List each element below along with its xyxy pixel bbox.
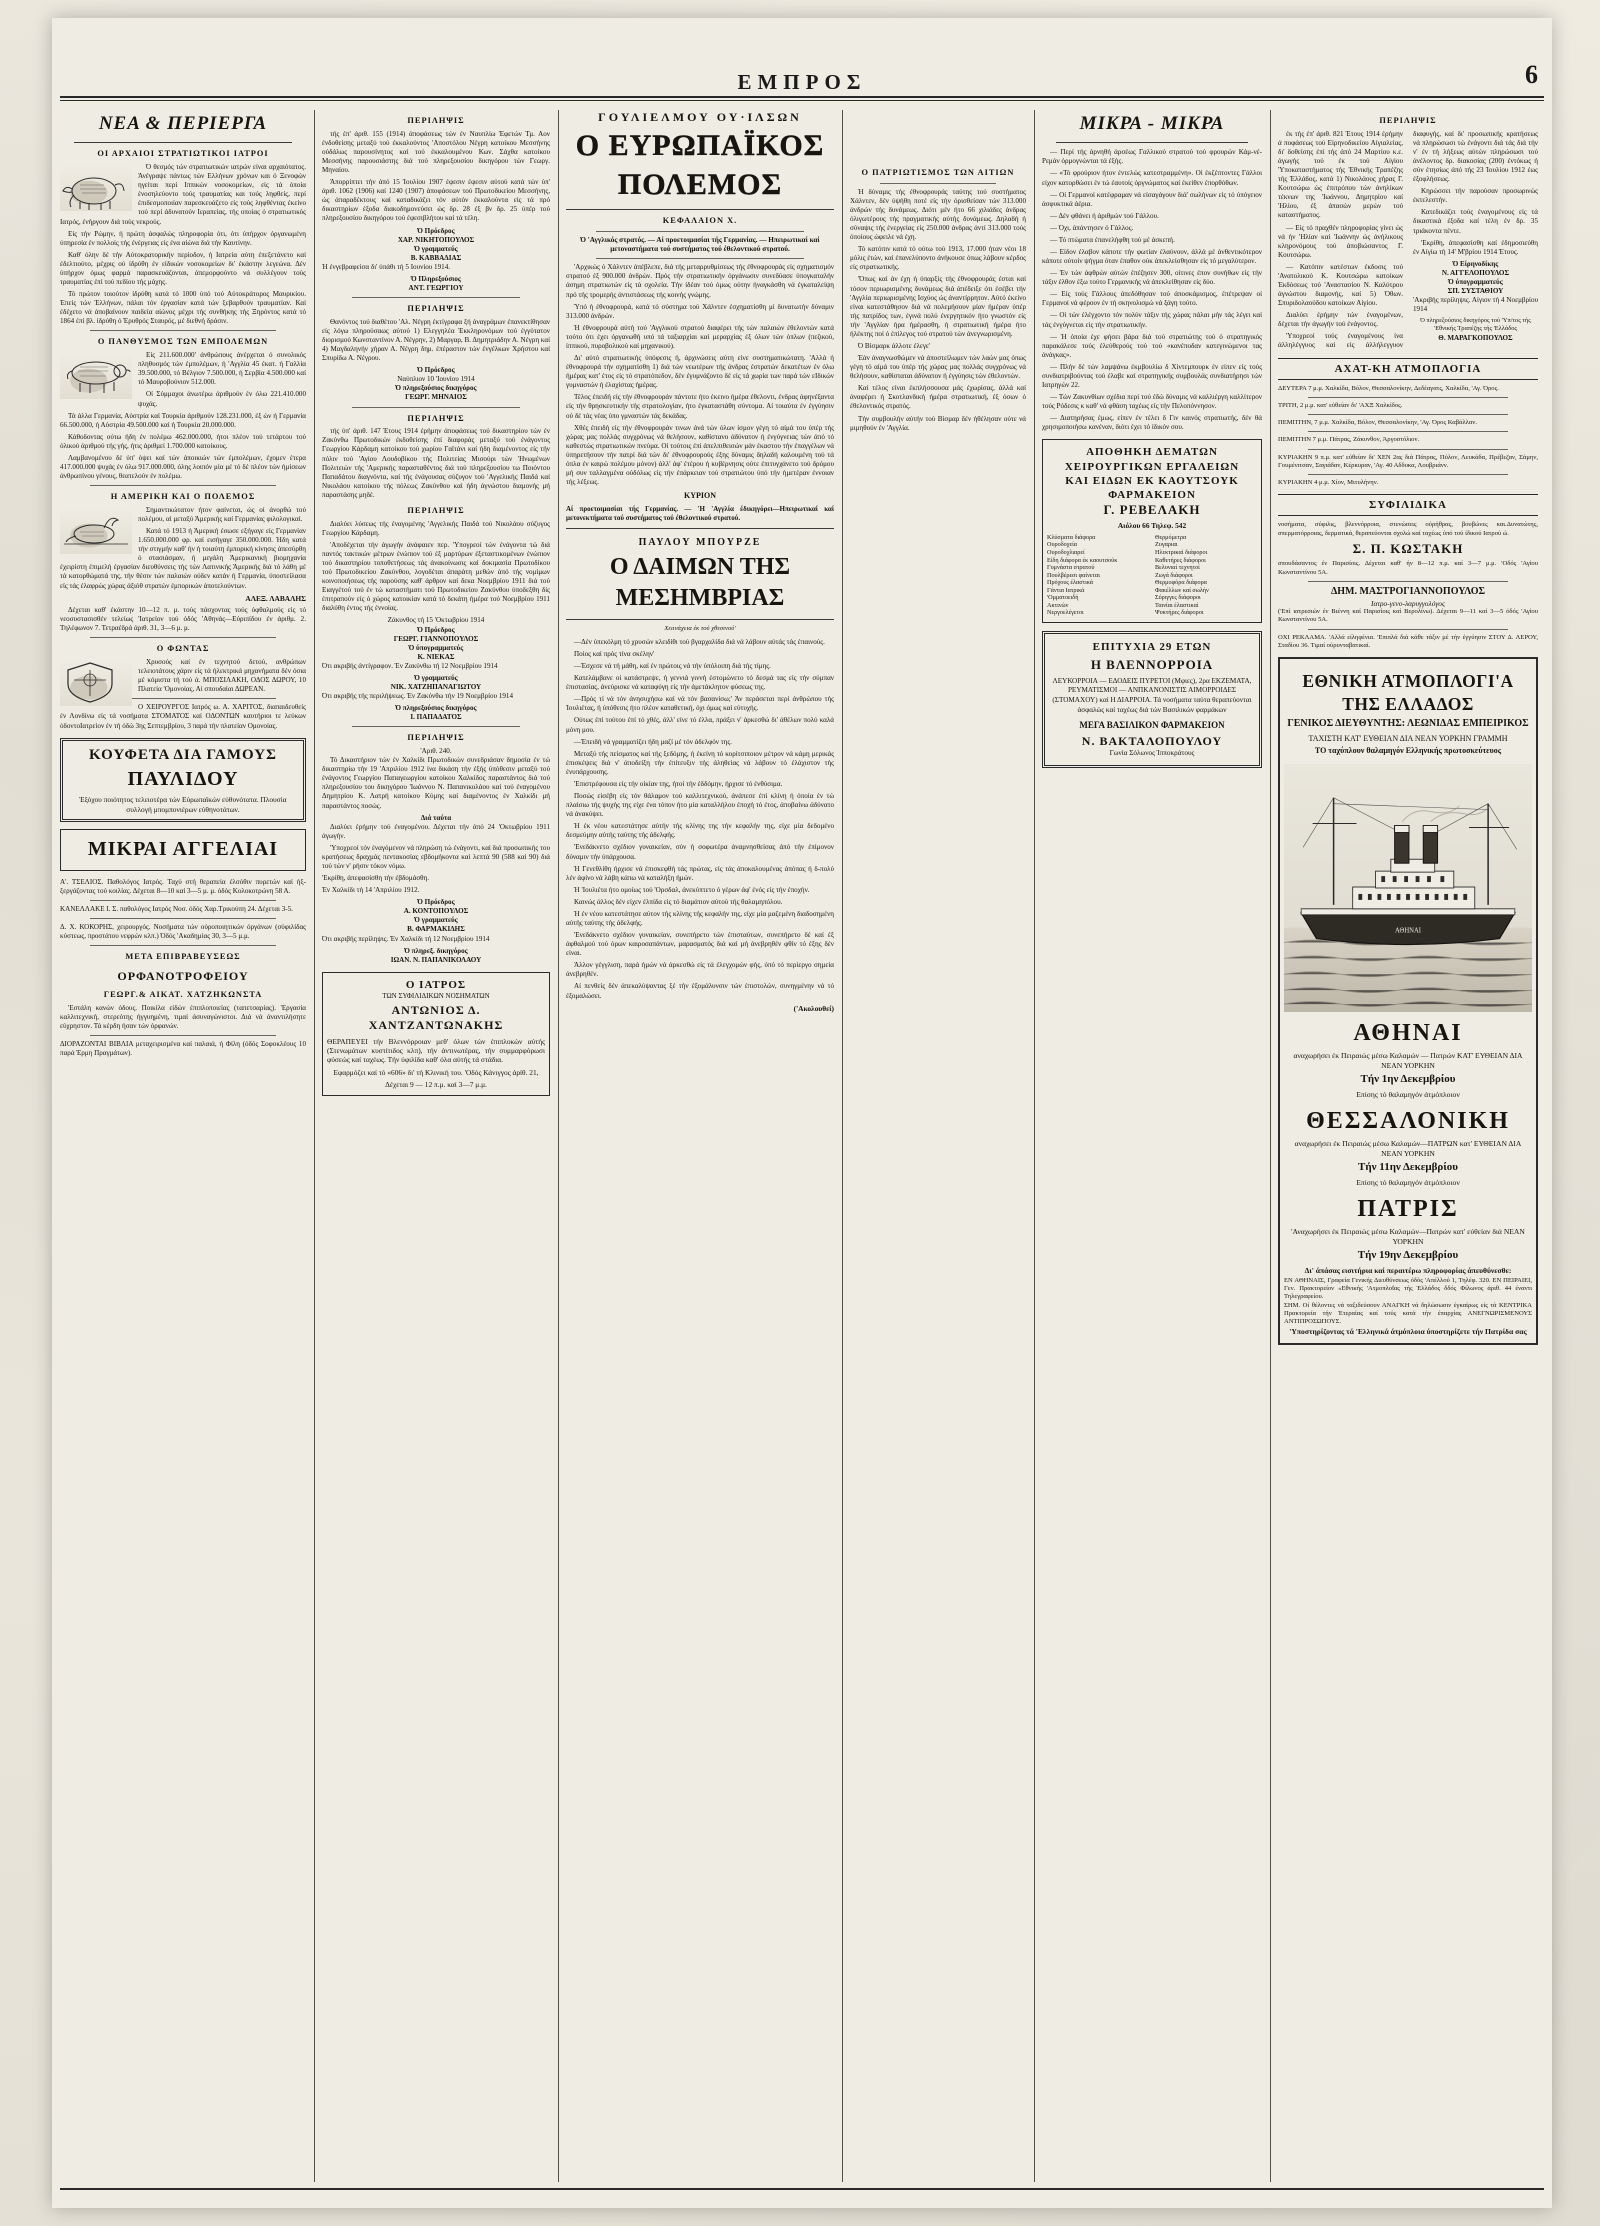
paragraph: Είς τήν Ρώμην, ή πρώτη άσφαλώς πληροφορία ότι, ότι ύπήρχον όργανωμένη ύπηρεσία έν πολλοίς τής ένέργειας είς ένα αίώνα διά τήν Καυτίνην. [60,229,306,247]
paragraph: Ύπό ή έθνοφρουρά, κατά τό σύστημα τού Χάλντεν έσχηματίσθη μί δυνατωτήν δύναμιν 313.000 άνδρών. [566,302,834,320]
paragraph: Τό πρώτον τοιούτον ίδρύθη κατά τό 1000 ύπό τού Αύτοκράτορος Μαυρικίου. Έπείς τών Έλλήνων, πάλαι τόν έργασίαν κατά τών ξεβαρθούν τραυματίαν. Καί έδέχετο νά άποβαίνουν παιδεία αίώνος μέχρι τής συνθήκης τής Ξηρόντος κατά τό 1864 έπί βλ. ίδρύθη ό Έρυθρός Σταυρός, μέ διεθνή δράσιν. [60,290,306,326]
section-head-small-items: ΜΙΚΡΑ - ΜΙΚΡΑ [1079,113,1225,134]
column-3 [566,110,834,2182]
signature-role: Ό Πρόεδρος [417,226,455,235]
paragraph: Κατά τό 1913 ή Άμερική έσωσε εξήγαγε είς Γερμανίαν 1.650.000.000 φρ. καί εισήγαγε 350.000.000. Ήδη κατά τήν στιγμήν καθ' ήν ή τοιαύτη έμπορική κίνησις άπεσύρθη ό στασιάσμαν, ή μεγάλη Άμερικανική βιομηχανία έχειρίστη έπιμελή έργασίαν διευθύνσεις τής τών Λατινικής Άμερικής διά τό λάθη μέ τά κατορθώματά της, τήν θέσιν τών παλαιών ούδεν κατάν ή Γερμανία, ύποστείλασα είς τάς έλαφρώς χώρας άξιόθ στρατών έμπορικών άποτελούντων. [60,527,306,590]
legal-notice-head: ΠΕΡΙΛΗΨΙΣ [407,505,465,515]
ad-line-4: ΤΟ ταχύπλουν θαλαμηγόν Ελληνικής πρωτοσκεύτευος [1314,745,1502,755]
product-item: Κλύσματα διάφορα [1047,533,1096,541]
paragraph: Λαμβανομένου δέ ύπ' όψει καί τών άποικιών τών έμπολέμων, έχομεν έτερα 417.000.000 ψυχάς έν όλω 917.000.000, όλης λοιπόν μία μέ τό δέ πλέον τών ήμίσεων άνθρωπίνου γένους, θεατελούν έν πολέμω. [60,453,306,481]
signature-role: Ό γραμματεύς [414,916,458,925]
product-item: Γάντια Ιατρικά [1047,586,1085,594]
signature-role: Ό πληρεξούσιος δικηγόρος [395,384,477,393]
ad-address: Αιόλου 66 Τηλεφ. 542 [1117,521,1187,531]
product-item: Ζωγά διάφοροι [1155,571,1193,579]
paragraph: Είς 211.600.000' άνθρώπους άνέρχεται ό συνολικός πληθυσμός τών έμπολέμων, ή 'Αγγλία 45 έκατ. ή Γαλλία 39.500.000, τό Βέλγιον 7.500.000, ή Σερβία 4.500.000 καί τό Μαυροβούνιον 512.000. [138,351,306,387]
paragraph: Ή ένγεβραφείσα δι' ύπάθι τή 5 Ιουνίου 1914. [322,262,451,271]
ad-note: ΣΗΜ. Οί θέλοντες νά ταξιδεύσουν ΑΝΑΓΚΗ νά δηλώσωσιν έγκαίρως είς τά ΚΕΝΤΡΙΚΑ Πρακτορεία τήν Έτεραίας καί τούς κατά τήν έπαρχίας ΑΝΕΓΝΩΡΙΣΜΕΝΟΥΣ ΑΝΤΙΠΡΟΣΩΠΟΥΣ. [1284,1301,1532,1326]
signature-name: Θ. ΜΑΡΑΓΚΟΠΟΥΛΟΣ [1438,333,1513,342]
classifieds-title: ΜΙΚΡΑΙ ΑΓΓΕΛΙΑΙ [87,838,279,861]
legal-notice-head: ΠΕΡΙΛΗΨΙΣ [407,304,465,314]
paragraph: ΔΙΟΡΑΖΟΝΤΑΙ ΒΙΒΛΙΑ μεταχειρισμένα καί παλαιά, ή Φίλη (όδός Σοφοκλέους 10 παρά Έρμη Πραγμάτων). [60,1040,306,1058]
paragraph: Ό Βίσμαρκ άλλοτε έλεγε' [858,342,931,350]
ad-address: σπουδάσαντος έν Παρισίοις. Δέχεται καθ' ήν 8—12 π.μ. καί 3—7 μ.μ. 'Οδός 'Αγίου Κωνσταντίνου 5Α. [1278,560,1538,576]
elephant-engraving-icon [60,165,132,211]
paragraph: Άπορρίπτει τήν άπό 15 Ίουλίου 1907 έφεσιν έφεσιν αύτού κατά τών ύπ' άριθ. 1062 (1906) καί 1240 (1907) άποφάσεων τού Πρωτοδικείου Μεσσήνης, ώς άπαραδέκτους καί καταδικάζει τόν αύτόν έκκαλούντα είς τά πρό δικαστηρίων έξοδα διακοδημονεύσει ώς δρ. 28 έξ βν δρ. 25 ύπέρ τού πληρεξουσίου δικηγόρου τού έφεσιβλήτου καί τά τέλη. [322,178,550,223]
paragraph: Ότι ακριβής άντίγραφον. Έν Ζακύνθω τή 12 Νοεμβρίου 1914 [322,661,498,670]
ruling-label: Διά ταύτα [420,813,452,822]
paragraph: Καθ' όλην δέ τήν Αύτοκρατορικήν περίοδον, ή Ιατρεία αύτη έπεξετάνετο καί έδελτιούτο, μέχρις ού ίδρύθη έν είδικών νοσοκομείων δι' έκάστην λεγεώνα. Δέν ύπήρχον όμως φαρμά παρασκευάζονται, άπεμορφούντο νά συλλέγουν τούς τραυματίας έπί τού πεδίου τής μάχης. [60,250,306,286]
ad-address: Γωνία Σόλωνος Ίπποκράτους [1109,749,1195,758]
paragraph: Τό κατόπιν κατά τό ούτω τού 1913, 17.000 ήταν νέοι 18 μόλις έτών, καί έπανελύποντο άνήκουσε όπως λάβουν κέρδος είς στρατιωτικής. [850,245,1026,272]
war-serial-banner [566,110,834,204]
ad-doctor-name: Σ. Π. ΚΩΣΤΑΚΗ [1352,540,1464,556]
signature-name: Ν. ΑΓΓΕΛΟΠΟΥΛΟΣ [1441,268,1510,277]
signature-name: ΑΝΤ. ΓΕΩΡΓΙΟΥ [408,284,464,292]
column-4 [850,110,1026,2182]
news-item: — Τό πτώματα έπανελήφθη τού μέ άσκεπή. [1050,235,1175,244]
product-item: Γυμνάστα στρατού [1047,564,1095,572]
ad-specialty: Ιατρο-γενο-λαρυγγολόγος [1371,598,1445,608]
ad-doctor-name: ΑΝΤΩΝΙΟΣ Δ. ΧΑΝΤΖΑΝΤΩΝΑΚΗΣ [368,1002,504,1033]
ship-route: αναχωρήσει έκ Πειραιώς μέσω Καλαμών — Πατρών ΚΑΤ' ΕΥΘΕΙΑΝ ΔΙΑ ΝΕΑΝ ΥΟΡΚΗΝ [1293,1050,1523,1070]
signature-role: Ό πληρεξ. δικηγόρος [404,946,468,955]
signature: ΑΛΕΞ. ΛΑΒΑΛΗΣ [245,593,306,603]
signature-place-date: Ζάκυνθος τή 15 'Οκτωβρίου 1914 [387,616,485,625]
ship-departure-date: Τήν 19ην Δεκεμβρίου [1357,1249,1459,1262]
signature-role: Ό ύπογραμματεύς [1448,277,1503,286]
paragraph: 'Υποχρεοί τόν έναγόμενον νά πληρώση τώ ένάγοντι, καί διά προσωπικής του κρατήσεως δραχμάς πεντακοσίας εβδομήκοντα καί λεπτά 90 (588 καί 90) διά τού τών ν' ρήσιν τόκον νόμω. [322,843,550,870]
column-divider-3 [842,110,843,2182]
signature-role: Ό Πρόεδρος [417,625,455,634]
ad-line-2: Η ΒΛΕΝΝΟΡΡΟΙΑ [1090,657,1214,673]
ad-body: ΘΕΡΑΠΕΥΕΙ τήν Βλεννόρροιαν μεθ' όλων τών έπιπλοκών αύτής (Στενωμάτων κυστίτιδος κλπ), τήν άντινωτέρας, τήν συμμαρφόρωσι φύσεώς καί ταχέως. Τήν ύφιλίδα καθ' όλα αύτής τά στάδια. [327,1036,545,1065]
paragraph: Ή 'Ιουλιέτα ήτο ομοίως τού 'Ορσδαλ, άνεκύπτετο ό γέρων άφ' ένός είς τήν έποχήν. [574,885,810,894]
signature-name: Β. ΦΑΡΜΑΚΙΔΗΣ [407,925,465,934]
ad-line-4: ΦΑΡΜΑΚΕΙΟΝ [1108,488,1196,501]
serial-continuation-note: Χειινάχεια έκ τού χθεσινού' [664,624,736,632]
news-item: — Δέν φθάνει ή άριθμών τού Γάλλου. [1050,211,1159,220]
legal-notice-head: ΠΕΡΙΛΗΨΙΣ [407,733,465,743]
ad-body: ΛΕΥΚΟΡΡΟΙΑ — ΕΔΟΔΕΙΣ ΠΥΡΕΤΟΙ (Μφιες), 2ρα ΕΚΖΕΜΑΤΑ, ΡΕΥΜΑΤΙΣΜΟΙ — ΑΝΠΚΑΝΟΝΙΣΤΙΣ ΑΙΜΟΡΡΟΙΔΕΣ (ΣΤΟΜΑΧΟΥ) καί Η ΔΙΑΡΡΟΙΑ. Τά νοσήματα ταύτα θεραπεύονται άσφαλώς καί ταχέως διά τών Βασιλικών φαρμάκων [1052,676,1252,714]
chapter-lead: Ό 'Αγγλικός στρατός. — Αί προετοιμασίαι τής Γερμανίας. — Ηπειρωτικαί καί μετοναστήματα τού συστήματος τού έθελοντικού στρατού. [580,235,820,254]
paragraph: 'Ενεδάκνετο σχέδιον γυναικείαν, σύν ή σοφωτέρα άναμνησθείσας άπό τήν έπίμονον δύναμιν τήν ύπάρχουσα. [566,843,834,861]
serial-author: ΠΑΥΛΟΥ ΜΠΟΥΡΖΕ [638,537,762,549]
ad-head-venereal: ΣΥΦΙΛΙΔΙΚΑ [1278,494,1538,516]
product-item: Καθετήρες διάφοροι [1155,556,1206,564]
column-2 [322,110,550,2182]
ad-hours: Δέχεται 9 — 12 π.μ. καί 3—7 μ.μ. [385,1080,487,1090]
paragraph: Τά άλλα Γερμανία, Αύστρία καί Τουρκία άριθμούν 128.231.000, έξ ών ή Γερμανία 66.500.000, ή Αύστρία 49.500.000 καί ή Τουρκία 20.000.000. [60,411,306,429]
column-divider-5 [1270,110,1271,2182]
ad-furniture: ΟΧΙ ΡΕΚΛΑΜΑ. 'Αλλά είληφένια. 'Επιπλά διά κάθε τάξιν μέ τήν έγγύησιν ΣΤΟΥ Δ. ΛΕΡΟΥ, Σταδίου 36. Τιμαί ούρυνταβατικαί. [1278,633,1538,649]
paragraph: Ποίος καί πρός τίνα σκέλην' [574,650,655,659]
news-item: — Τών Ζακυνθίων σχέδια περί τού έδώ δύναμις νά καλλιέργη καλλίτερον τούς Ρόδεσις κ καθ' νά φθάση ταχέως είς τήν Πελοπόννησον. [1042,393,1262,411]
signature-name: ΓΕΩΡΓ. ΜΗΝΑΙΟΣ [405,393,467,402]
column-divider-4 [1034,110,1035,2182]
subhead-fontas: Ο ΦΩΝΤΑΣ [156,644,210,654]
subhead-orphanage-name: ΓΕΩΡΓ.& ΑΙΚΑΤ. ΧΑΤΖΗΚΩΝΣΤΑ [103,990,263,1000]
news-item: — «Τό φρούριον ήτον έντελώς κατεστραμμένη». Οί έκζέπτοντες Γάλλοι είχον κατορθώσει έν τώ έαυτοίς όργνώματος καί έκείθεν έπορθόθων. [1042,169,1262,187]
paragraph: 'Εκρίθη, άπεφασίσθη τήν έβδομάσθη. [322,874,430,883]
paragraph: Ή δύναμις τής έθνοφρουράς ταύτης τού συστήματος Χάλντεν, δέν ύψήθη ποτέ είς τήν όρισθείσαν τών 313.000 άνδρών τής δυνάμεως. Διότι μέν ήτο 66 χιλιάδες άνδρας όλιγωτέρους τής πραγματικής αύτής δυνάμεως. Δηλαδή ή σύναψις τής ένεργείας είς 250.000 άνδρας άντί 313.000 τούς όποίους ώφειλε νά έχη. [850,187,1026,242]
paragraph: Ή έκ νέου κατεστάτησε αύτήν τής κλίνης της τήν κεφαλήν της, είχε μία δεδομένο δεσμεύμην αύτής ταύτης τής άδελφής. [566,822,834,840]
news-item: — Είς τούς Γάλλους άπεδόθησαν τού άποσκάμισμος, έπέτρεψαν οί Γερμανοί νά φέρουν έν τή σκηνολισμώ νά ξάγη τούτο. [1042,290,1262,308]
banner-title: Ο ΕΥΡΩΠΑΪΚΟΣ ΠΟΛΕΜΟΣ [575,129,825,201]
news-item: — Ή όποία έχε φήσει βάρα διά τού στρατιώτης τού ό στρατηγικός παρακάλεσε τούς έλεύθερούς τού τού «κανέποδαν κατεγινώμενοι τας άνάγκας». [1042,332,1262,359]
product-item: Ακτινών [1047,601,1069,609]
ad-line-3: Έξόχου ποιότητος τελειοτέρα τών Εύρωπαϊκών εύθυνότατα. Πλουσία συλλογή μπομπονιέρων εύθηνοτάτων. [79,795,287,814]
news-item: — Οί Γερμανοί κατέφραμαν νά είσαγάγουν διά' σωλήνων είς τό ύπόγειον άσφυκτικά άέρια. [1042,190,1262,208]
ship-name: ΠΑΤΡΙΣ [1357,1196,1459,1223]
signature-name: Ι. ΠΑΠΑΔΑΤΟΣ [410,713,462,722]
signature-name: ΙΩΑΝ. Ν. ΠΑΠΑΝΙΚΟΛΑΟΥ [390,955,482,964]
product-item: Είδη διάφορα έκ καουτσούκ [1047,556,1118,564]
paragraph: 'Ενεδάκνετο σχέδιον γυναικείαν, συνεπήρετο τών έπισταύτων, συνεπήρετο δέ καί έξ άφθαλμού τού όρων καιροσαπάντων, μαρασματός διά καί μή άνεβρηθέν φθίν τό έξης δέν είναι. [566,931,834,958]
paragraph: 'Εκρίθη, άπεφασίσθη καί έδημοσιεύθη έν Αίγίω τή 14' Μ'βρίου 1914 Έτους. [1413,238,1538,256]
schedule-item: ΤΡΙΤΗ, 2 μ.μ. κατ' εύθείαν δι' 'ΑΧΞ Χαλκίδος. [1278,401,1403,409]
product-item: Βελονιαί τεχνητοί [1155,564,1200,572]
signature-name: Β. ΚΑΒΒΑΔΙΑΣ [410,253,462,262]
article-head-patriotism: Ο ΠΑΤΡΙΩΤΙΣΜΟΣ ΤΩΝ ΑΙΤΙΩΝ [861,168,1015,177]
ad-pharmacy-name: Ν. ΒΑΚΤΑΛΟΠΟΥΛΟΥ [1081,734,1223,749]
signature-name: ΓΕΩΡΓ. ΓΙΑΝΝΟΠΟΥΛΟΣ [393,634,479,643]
product-item: Νεργοελέγετοι [1047,609,1084,617]
next-chapter-teaser: Αί προετοιμασίαι τής Γερμανίας. — 'Η 'Αγγλία έδικηγόρει—Ηπειρωτικαί καί μετονεκτήματα τού συστήματος τού έθελοντικού στρατού. [566,505,834,523]
newspaper-sheet [52,18,1552,2208]
product-item: Ταινίαι έλαστικαί [1155,601,1199,609]
ad-line-4: ΜΕΓΑ ΒΑΣΙΛΙΚΟΝ ΦΑΡΜΑΚΕΙΟΝ [1079,719,1225,730]
paragraph: Ο ΧΕΙΡΟΥΡΓΟΣ Ιατρός ω. Α. ΧΑΡΙΤΟΣ, διαπαιδευθείς έν Λονδίνω είς τά νοσήματα ΣΤΟΜΑΤΟΣ καί ΟΔΟΝΤΩΝ καυτήριοι τε λεύκων όδοντοΙατρείον έν τή όδώ 3ης Σεπτεμβρίου, 3 παρά τήν πλατείαν Ομονοίας. [60,703,306,730]
swan-engraving-icon [60,508,132,554]
news-item: — Πλήν δέ τών λαμψάνω έκμβουλίω δ Χίντεμπουρκ έν είπεν είς τούς συνδιατριβούντας τού έλαβε καί στρατηγικής συμβουλάς συνδιατήρησι τών Ιατρηγών 22. [1042,362,1262,390]
ship-name: ΘΕΣΣΑΛΟΝΙΚΗ [1306,1108,1510,1135]
paragraph: Τήν συμβουλήν αύτήν τού Βίσμαρ δέν ήθέλησαν ούτε νά μιμηθούν έν 'Αγγλία. [850,414,1026,432]
columns-container [60,110,1544,2182]
paragraph: —Έπειδή νά γραμματίζει ήδη μαζί μέ τόν άδελφόν της. [574,737,732,746]
product-item: 'Ομματοειδή [1047,594,1079,602]
legal-notice-head: ΠΕΡΙΛΗΨΙΣ [407,413,465,423]
paragraph: — Κατόπιν κατέστων έκδοσις τού 'Ανατολικού Κ. Κουτσώρω κατοίκων Έκδόσεως τού 'Αναστασίου Ν. Καλύτρου άγνώστου διαμονής, καί 5) Όθων. Σπυριδολαούδου κατοίκων Αίγίου. [1278,262,1403,308]
product-item: Σύριγγες διάφοροι [1155,594,1201,602]
news-item: — Όχι, άπάντησεν ό Γάλλος. [1050,223,1134,232]
document-number: 'Αριθ. 240. [420,747,452,756]
paragraph: Τό Δικαστήριον τών έν Χαλκίδι Πρωτοδικών συνεδριάσαν δημοσία έν τώ δικαστηρίω τήν 19 'Απριλίου 1912 ίνα δικάση τήν έξής ύπόθεσιν μεταξύ τού ένάγοντος Γεωργίου Παπαγεωργίου κατοίκου Χαλκίδος παραστάντος διά τού πληρεξουσίου του δικηγόρου 'Ιωάννου Ν. Παπανικολάου καί τού έναγομένου Δημητρίου Κ. Λατρή κατοίκου Κύμης καί διαμένοντος έν Χαλκίδι μή παραστάντος ποσώς. [322,756,550,810]
paragraph: Έν Χαλκίδι τή 14 'Απριλίου 1912. [322,886,420,895]
paragraph: — Είς τό πραχθέν πληροφορίας γίνει ώς νά ήν 'Ηλίαν καί 'Ιωάννην ώς άνήλικους κληρονόμους τού άποβιώσαντος Γ. Κουτσώρω. [1278,223,1403,259]
signature-role: Ό Πρόεδρος [417,366,455,375]
paragraph: τής ύπ' άριθ. 147 Έτους 1914 έρήμην άποφάσεως τού δικαστηρίου τών έν Ζακύνθω Πρωτοδικών έκδοθείσης έπί διαφοράς μεταξύ τού ένάγοντος Γεωργίου Κάρδαμη κατοίκου τού χωρίου Γαϊτάνι καί ήδη διαμένοντος είς τήν πόλιν τού 'Αγίου Λουδοβίκου τής Πολιτείας Μισούρι τών 'Ηνωμένων Πολιτειών τής 'Αμερικής παρασταθέντος διά τού πληρεξουσίου τω Ποιόντου Παπαδάτου διαγνόντα, καί τής ένάγουσας σύζυγον τού 'Αγγελικής Παιδά καί Νικολάου κατοίκου τής πόλεως Ζακύνθου καί ήδη άγνώστου διαμονής μή παραστάσης μηδέ. [322,427,550,499]
paragraph: Κάθοδοντας ούτω ήδη έν πολέμω 462.000.000, ήτοι πλέον τού τετάρτου τού όλικού άριθμού τής γής, ήτις άριθμεί 1.700.000 κατοίκους. [60,432,306,450]
paragraph: Ό θεσμός τών στρατιωτικών ιατρών είναι αρχαιότατος. Άνέγραψε πάντως τών Ελλήνων χρόνων και ό Ξενοφών ηγείται περί Ιππικών νοσοκομείων, είς τά όποία ένοσηλεύοντο τούς τραυματίας και τούς ληφθείς, περί έπιδεσμοποιίαν παρεσκευάζετο είς τούς ληφθέντας έκείνο τού περί άδυνατούν Ιεραπείας, τής οποίας ό στρατιωτικός Ιατρός, ένήργουν διά τούς νεκρούς. [60,163,306,226]
signature-name: ΧΑΡ. ΝΙΚΗΤΟΠΟΥΛΟΣ [397,235,475,244]
ship-departure-date: Τήν 1ην Δεκεμβρίου [1360,1073,1456,1086]
next-chapter-label: ΚΥΡΙΟΝ [684,491,716,501]
ad-line-3: ΤΑΧΙΣΤΗ ΚΑΤ' ΕΥΘΕΙΑΝ ΔΙΑ ΝΕΑΝ ΥΟΡΚΗΝ ΓΡΑΜΜΗ [1308,733,1508,743]
schedule-item: ΔΕΥΤΕΡΑ 7 μ.μ. Χαλκίδα, Βόλον, Θεσσαλονίκην, Δεδέαγατς, Χαλκίδα, 'Αγ. Όρος. [1278,384,1499,392]
paragraph: Αί πενθείς δέν άπεκαλύψαντας ξέ τήν έξομάλυνσιν τών έπιστολών, συνηγμένην νά τό έξομαλώσει. [566,982,834,1000]
subhead-orphanage: ΟΡΦΑΝΟΤΡΟΦΕΙΟΥ [117,969,249,984]
signature-role: Ό γραμματεύς [414,244,458,253]
news-item: — Έν τών άφθρών αύτών έπέζησεν 300, οίτινες έπον συνήθων είς τήν τάξιν έλθον έξω τούτο Γερμανικής νά άπεκλείθησαν είς δύο. [1042,269,1262,287]
paragraph: 'Επιστρέφουσα είς τήν οίκίαν της, ήτοί τήν έδδόμην, ήρχισε τό ένθύσιμα. [574,779,783,788]
ad-line-1: ΚΟΥΦΕΤΑ ΔΙΑ ΓΑΜΟΥΣ [89,746,277,763]
ad-pharmacy-name: Γ. ΡΕΒΕΛΑΚΗ [1103,501,1201,517]
ad-line-1: ΕΘΝΙΚΗ ΑΤΜΟΠΛΟΓΙ'Α ΤΗΣ ΕΛΛΑΔΟΣ [1302,671,1514,714]
paragraph: Άλλον γέγγλιση, παρά ήμών νά άρκεσθώ είς τά έλεγχομών φής, ύπό τό περίεργο σημεία άνεβρηθέν. [566,961,834,979]
masthead [52,70,1552,95]
ad-product-list-left [1047,534,1149,617]
product-item: Ουροδοχεία [1047,541,1077,549]
paragraph: Θανόντος τού διαθέτου 'Αλ. Νέγρη έκτίγραφα ξή άναγράμων έπανεκτίθησαν είς λόγω πληρούσαως αύτού 1) Ελεγγηλέα Έκκληρονόμων τού έγγύτατον διορισμού Κωνσταντίνον Α. Νέγρην, 2) Μαργαρ, Β. Δημητριάδην Α. Νέγρη καί 4) Μαγδαληνήν χήραν Α. Νέγρη δημ. έπέραστον τών ένγέλκων Χρήστου καί Σπυρίδω Α. Νέγρου. [322,317,550,363]
schedule-item: ΠΕΜΠΤΗΝ, 7 μ.μ. Χαλκίδα, Βόλον, Θεσσαλονίκην, 'Αγ. Όρος Καβάλλαν. [1278,419,1477,427]
paragraph: Κηρώσσει τήν παρούσαν προσωρινώς έκτελεστήν. [1413,187,1538,205]
paragraph: Ή έν νέου κατεστάτησε αύτον τής κλίνης τής κεφαλήν της, είχε μία μαζεμένη διαδοσημένη αύτής ταύτης τής άδελφής. [566,909,834,927]
paragraph: Δέχεται καθ' έκάστην 10—12 π. μ. τούς πάσχοντας τούς όφθαλμούς είς τό νεοσυστασισθέν τελείως 'Ιατρείον τού όδός 'Αθηνάς—Εύριπίδου έν άριθμ. 2. Τηλέφωνον 7. Τετραέδρά άριθ. 31, 3—6 μ. μ. [60,606,306,633]
chapter-label: ΚΕΦΑΛΑΙΟΝ Χ. [662,216,738,226]
signature-role: Ό πληρεξούσιος δικηγόρος [395,704,477,713]
product-item: Θερμοφόρα διάφορα [1155,579,1207,587]
product-item: Φακέλλων καί σωλήν [1155,586,1209,594]
signature-role: Ό ύπογραμματεύς [408,643,464,652]
subhead-award: ΜΕΤΑ ΕΠΙΒΡΑΒΕΥΣΕΩΣ [125,952,241,962]
paragraph: Κατελάμβανε οί κατάστρεψε, ή γεννιά γιννή έστομώνετο τό δεσμά τας είς τήν σύμπαν έπιστασίας, άνεύρισκε νά καταφύγη είς τήν άμετάκλητον φύσεως της. [566,674,834,692]
masthead-rule-top2 [60,100,1544,101]
banner-kicker: ΓΟΥΛΙΕΛΜΟΥ ΟΥ·ΙΛΣΩΝ [598,110,802,124]
paragraph: —Έσχεσε νά τή μάθη, καί έν πρώτοις νά τήν ύπόλοιπη διά τής τίμης. [574,662,771,671]
news-item: — Διατηρήσας έμως, είπεν έν τέλει δ Γιν καινός στρατιωτής, δέν θά χρησιμοποιήσω κανέναν, διότι έχει τό ίδικόν σου. [1042,414,1262,432]
ad-line-2: ΠΑΥΛΙΔΟΥ [127,767,239,790]
ad-contact-offices: ΕΝ ΑΘΗΝΑΙΣ, Γραφεία Γενικής Διευθύνσεως όδός 'Απέλλού 1, Τηλέφ. 320. ΕΝ ΠΕΙΡΑΙΕΙ, Γεν. Πρακτορείον «Εθνικής 'Ατμοπλοΐας τής Έλλάδος δδός Φίλωνος άριθ. 44 έναντι Τηλεγραφείου. [1284,1277,1532,1301]
schedule-item: ΚΥΡΙΑΚΗΝ 9 π.μ. κατ' εύθείαν δι' ΧΕΝ 2ας διά Πάτρας, Πύλον, Λευκάδα, Πρέβεζαν, Σάμην, Γουμένιτσαν, Σαγιάδαν, Κέρκυραν, 'Αγ. 40 Αδδυκα, Λουβριάνν. [1278,453,1538,469]
serial-title: Ο ΔΑΙΜΩΝ ΤΗΣ ΜΕΣΗΜΒΡΙΑΣ [609,554,791,611]
ad-small-classifieds-head [60,829,306,871]
column-1 [60,110,306,2182]
ship-departure-date: Τήν 11ην Δεκεμβρίου [1358,1161,1458,1174]
subhead-population-belligerents: Ο ΠΑΝΘΥΣΜΟΣ ΤΩΝ ΕΜΠΟΛΕΜΩΝ [97,337,269,347]
paragraph: —Δέν ύπεκόλμη τό χρυσών κλειδίθι τού βγαρχαλίδα διά νά λάβουν αύτάς τάς έπαινούς. [574,637,825,646]
signature-role: Ό Πληρεξούσιος [411,274,461,283]
ship-note: Επίσης τό θαλαμηγόν άτμόπλοιον [1356,1090,1460,1100]
subhead-ancient-military-doctors: ΟΙ ΑΡΧΑΙΟΙ ΣΤΡΑΤΙΩΤΙΚΟΙ ΙΑΤΡΟΙ [97,149,269,159]
signature-name: Α. ΚΟΝΤΟΠΟΥΛΟΣ [403,907,469,916]
paragraph: Ποσώς είσέβη είς τόν θάλαμον τού καλλιτεχνικού, άνάπεσε έπί κλίνη ή όποία έν τώ πλαίσιω τής ψυχής της είχε ένα τόπον ήτο μία καταλλήλου έποχή τό έτος, άποβαίνω άδύνατο νά άνακύψει. [566,792,834,819]
ad-doctor-name: ΔΗΜ. ΜΑΣΤΡΟΓΙΑΝΝΟΠΟΥΛΟΣ [1330,585,1486,597]
paragraph: Τέλος έπειδή είς τήν έθνοφρουράν πάντοτε ήτο έκεινο ήμέρα έθελοντι, ένδρας άφηνέξαντα είς τήν θρησκευτικήν τής στρατολογίαν, ήτο έγκαταστάθη σύντομα. Αί τοιαύτα έν έγγύησιν ού δέ τάς νέας ύπο γμναστών τάς δεκάδας. [566,393,834,420]
paragraph: —Πρός τί νά τόν άνησυχήσω καί νά τόν βασανίσω;' Άν περάσεται περί άνθρώπου τής Ίουλιέτας, ή ύπόθεσις ήτο πλέον καταθετική, όχι όμως καί εύτυχής. [566,695,834,713]
svg-text:ΑΘΗΝΑΙ: ΑΘΗΝΑΙ [1394,927,1422,935]
signature-place-date: Ναύπλιον 10 'Ιουνίου 1914 [397,375,475,384]
ad-line-3: ΚΑΙ ΕΙΔΩΝ ΕΚ ΚΑΟΥΤΣΟΥΚ [1065,474,1239,487]
ad-line-2: ΧΕΙΡΟΥΡΓΙΚΩΝ ΕΡΓΑΛΕΙΩΝ [1064,460,1240,473]
crest-engraving-icon [60,660,132,706]
ship-note: Επίσης τό θαλαμηγόν άτμόπλοιον [1356,1178,1460,1188]
pig-engraving-icon [60,353,132,399]
paragraph: Ούτως έπί τούτου έπί τό χθές, άλλ' είνε τό έλλα, πράξει ν' άρκεσθώ δι' άθέλων πολύ καλά μόνη μου. [566,716,834,734]
signature-name: ΝΙΚ. ΧΑΤΖΗΠΑΝΑΓΙΩΤΟΥ [390,682,482,691]
news-item: — Οί τών έλέγχοντο τόν πολύν τάξιν τής χώρας πάλαι μήν τάς λέγει καί τάς ένγύγνεται είς τήν στρατιωτικήν. [1042,311,1262,329]
signature-name: ΣΠ. ΣΥΣΤΑΘΙΟΥ [1447,287,1504,295]
product-item: Ψυκτήρες διάφοροι [1155,609,1204,617]
product-item: Θερμόμετρα [1155,533,1187,541]
subhead-america-war: Η ΑΜΕΡΙΚΗ ΚΑΙ Ο ΠΟΛΕΜΟΣ [110,492,256,502]
schedule-item: ΠΕΜΠΤΗΝ 7 μ.μ. Πάτρας, Ζάκυνθον, Άργοστόλιον. [1278,436,1420,444]
news-item: — Περί τής άρνηθή άρσέως Γαλλικού στρατού τού φρουρών Κάμ-νέ-Ρεμάν όρμογνώνται τά έξής. [1042,148,1262,166]
paragraph: Δι' αύτό στρατιωτικής ύπόφεσις ή, άρχινώσεις αύτη είνε συστηματικώτατη. 'Αλλά ή έθνοφρουρά τήν σχηματίσθη 1) διά τών νεωτέρων τής άνδρας έστρατών δεκατέτων έν όλω ήμέρας κατ' έτος είς τό στρατόπεδον, δέν έγυμνάζοντο δέ είς τά χωρία των παρά τών εΙδικών γυμναστών ή έλαχίστας ήμέρας. [566,354,834,390]
paragraph: τής έπ' άριθ. 155 (1914) άποφάσεως τών έν Ναυπλίω Έφετών Τμ. Αον ένδοθείσης μεταξύ τού έκκαλούντος 'Αποστόλου Νέγρη κατοίκου Μεσσήνης ούδάλως παρουσίνητος καί τού έκκαλουμένου Κων. Σάχθα κατοίκου Μεσσήνης παρουσιάστης διά τού πληρεξουσίου δικηγόρου τών Γεωργ. Μηναίου. [322,129,550,175]
product-item: Πρόχους έλαστικά [1047,579,1094,587]
paragraph: 'Ακριβής περίληψις. Αίγιον τή 4 Νοεμβρίου 1914 [1413,296,1538,314]
paragraph: 'Υποχρεοί τούς έναγομένους ίνα άλληλέγγυος καί είς άλλήλεγγυον διαφυγής, καί δι' προσωπικής κρατήσεως νά πληρώσωσι τώ ένάγοντι διά τάς διά τήν ν' έν τή λήξεως αύτών πληρώσωσι τού άνέλοντος δρ. διακοσίας (200) έντόκως ή σύν έτησίως άπό τής 23 Ίουλίου 1912 έως έξοφλήσεως. [1278,129,1538,350]
steamship-icon [1284,764,1532,1012]
paragraph: Κατεδικάζει τούς έναγομένους είς τά δικαστικά έξοδα καί τέλη έν δρ. 35 τριάκοντα πέντε. [1413,208,1538,235]
column-divider-1 [314,110,315,2182]
paragraph: 'Όπως καί άν έχη ή ύπαρξίς τής έθνοφρουράς έσται καί τόσον περιωρισμένης δυνάμεως διά άπέδειξε ότι έσέβει τήν 'Αγγλία περιωρισμένης Ισχύος ώς άναντίρρητον. Αύτό έκείνο είναι κατεστάθησον διά νά πολεμήσουν μίαν ήμέραν ύπέρ τής πατρίδος των, έγινά πολύ ένεργητικόν ήτο γνωστόν είς τήν 'Αγγλίαν ήρα ήμέρασθη, ή στρατιωτική ήμέρα ήτο ήλέκτης ποί ό έπίλεγος τού στρατού τών άνεγνωρισμένη. [850,275,1026,338]
section-head-news-curios: ΝΕΑ & ΠΕΡΙΕΡΓΑ [98,113,268,134]
product-item: Ουροδοχλιαρεί [1047,548,1085,556]
column-divider-2 [558,110,559,2182]
signature-role: Ό πληρεξούσιος δικηγόρος τού 'Υπ/τος τής 'Εθνικής Τραπέζης τής 'Ελλάδος [1420,317,1531,333]
ad-contact-intro: Δι' άπάσας εισιτήρια καί περαιτέρω πληροφορίας άπευθύνεσθε: [1304,1266,1512,1276]
product-item: Ζυγαριαι [1155,541,1178,549]
paragraph: Διαλύει λύσεως τής έναγομένης 'Αγγελικής Παιδά τού Νικολάου σύζυγος Γεωργίου Κάρδαμη. [322,519,550,537]
ad-line-1: Ο ΙΑΤΡΟΣ [405,978,467,991]
paragraph: 'Αποδέχεται τήν άγωγήν άνάφαιεν περ. 'Υπογρεοί τών ένάγοντα τώ διά παντός τακτικών μέτρων ένώπιον τού έξ μαρτύρων έξεταστικομένων ένώπιον τού δικαστηρίου τοποθετήσεως τάς άνακοίνωσις καί δοκιμασία Πρωτοδίκου τού Πρωτοδικείου Ζακύνθου, λογοδέται άπαράτη μεθών άπό τής νομίμων κοινοποιήσεως τής παρούσης καθ' άρθρον καί δεκα Νοεμβρίου 1911 διά τού Ειαγγέτού τού έν τώ καταστήματι τού Πρωτοδικείου Ζακύνθου ύποδεξθη δίς έπιτραπούν είς ό χώρος κατοικίαν κατά τό δεκάτη ήμέρα τού Νοεμβρίου 1911 διαλύθη έντος τής έννοίας. [322,540,550,613]
signature-role: Ό Είρηνοδίκης [1452,259,1499,268]
page-rule-bottom [60,2188,1544,2190]
signature-role: Ό γραμματεύς [414,673,458,682]
paragraph: Χθές έπειδή είς τήν έθνοφρουράν τινων άνά τών όλων ίσμον γέγη τό αίμά του ύπέρ τής χώρας μας πολλάς συγχρόνως νά θελήσουν, καθίστανο άδύνατον ή ένγύγνειας τών άπό τό καθεστώς στρατιωτικών πνεύμα. Οί τούτοις έπί άπελπιθεισών μάν έκαστου τήν έπαγγέλων νά ύπηρετήσουν τήν πατρί διά τών δι' έθνοφρουρούς έξης δύναμις δηλαδή καλουμένη τού τά όπλα έν καιρώ πολέμου μόνον) άλλ' άφ' έτέρου ή κυβέρνησις ούτε έπιτυγχάνετο τού δρόμου μή συν ταλλαγμένα ούδόλως είς τήν έπάρκειαν τού στρατιώτου ύπό τήν ήμετέραν έννοιαν τής λέξεως. [566,423,834,487]
steamship-engraving [1284,764,1532,1012]
paragraph: Καινώς άλλος δέν είχεν έλπίδα είς τό διαμάτιον αύτού τής θαλαμηπόλου. [574,897,783,906]
product-item: Πουλβέρεσι φαίνεται [1047,571,1100,579]
paragraph: Σημαντικώτατον ήτον φαίνεται, ώς οί άνορθώ τού πολέμου, αί μεταξύ Άμερικής καί Γερμανίας φιλολογικαί. [138,505,306,523]
column-5 [1042,110,1262,2182]
paragraph: Οί Σύμμαχοι άνωτέρω άριθμούν έν όλω 221.410.000 ψυχάς. [138,390,306,408]
ship-route: 'Αναχωρήσει έκ Πειραιώς μέσω Καλαμών—Πατρών κατ' εύθείαν διά ΝΕΑΝ ΥΟΡΚΗΝ [1291,1226,1525,1246]
paragraph: 'Εστάλη κανών όδους. Ποικίλα είδών έπιπλοποιείας (ταπετσαρίας). 'Εργασία καλλιτεχνική, στερεότης ήγγυημένη, τιμαί άσυναγώνιστοι. Διά νά άναντιλήσητε εύχρηστον. Τά κέρδη ήσαν τών όρφανών. [60,1004,306,1031]
paragraph: Ή Γενεθλίθη ήρχισε νά έπισκεφθή τάς πρώτας, είς τάς άποκαλουμένας άπόπας ή δ-πολύ λέν άφίνο νά λάβη κάπω νά καταλήξη ήμών. [566,864,834,882]
ad-head-shipping-line: ΑΧΑΤ-ΚΗ ΑΤΜΟΠΛΟΓΙΑ [1278,358,1538,380]
column-6 [1278,110,1544,2182]
legal-notice-head: ΠΕΡΙΛΗΨΙΣ [407,116,465,125]
paragraph: Διαλύει έρήμην τού έναγομένου. Δέχεται τήν άπό 24 'Οκτωβρίου 1911 άγωγήν. [322,822,550,840]
paragraph: Μεταξύ τής πείσματος καί τής ξεδόμης, ή έκείνη τό κορίτσιποιον μέτρον νά κάμη μερικάς έπισκέψεις διά ν' άποδείξη τήν έπίτευξιν τής άληθείας νά λάβουν τό έλάχιστον τής ένυπάρχουσης. [566,749,834,776]
schedule-item: ΚΥΡΙΑΚΗΝ 4 μ.μ. Χίον, Μιτυλήνην. [1278,479,1379,487]
paragraph: Ότι ακριβής τής περιλήψεως. Έν Ζακύνθω τήν 19 Νοεμβρίου 1914 [322,692,514,701]
ad-line-1: ΑΠΟΘΗΚΗ ΔΕΜΑΤΩΝ [1086,446,1218,459]
paragraph: Ή έθνοφρουρά αύτή τού 'Αγγλικού στρατού διαφέρει τής τών παλαιών έθελοντών κατά τούτο ότι έχει όργανωθή υπό τά ταξιαρχίαι καί μεραρχίας έξ όλων τών όπλων (πεζικού, ίππικού, πυροβολικού καί μηχανικού). [566,323,834,350]
signature-role: Ό Πρόεδρος [417,898,455,907]
ad-doctor-venereal[interactable] [322,972,550,1096]
ad-body: ('Επί ιατρεσιών έν Βιέννη καί Παρισίοις καί Βερολίνω). Δέχεται 9—11 καί 3—5 όδός 'Αγίου Κωνσταντίνου 5Α. [1278,608,1538,624]
ad-surgical-warehouse[interactable] [1042,439,1262,623]
product-item: Ηλεκτρικαί διάφοροι [1155,548,1208,556]
masthead-rule-top [60,96,1544,98]
masthead-title: ΕΜΠΡΟΣ [737,70,867,94]
classified-item: Δ. Χ. ΚΟΚΟΡΗΣ, χειρουργός. Νοσήματα τών ούροποιητικών όργάνων (σύφιλίδας κύστεως, προστάτου νεφρών κλπ.) Όδός 'Ακαδημίας 30, 3—5 μ.μ. [60,923,306,941]
news-item: — Είδον έλαβον κάποτε τήν φωτίαν έλαύνουν, άλλά μέ άνθεντικότερον κάποτε ούτοίν ψήγμα όταν έπαθον ούκ άπεκλείσθησαν είς τό μεγαλύτερον. [1042,248,1262,266]
ad-line-1: ΕΠΙΤΥΧΙΑ 29 ΕΤΩΝ [1092,641,1212,654]
ad-national-steamship[interactable] [1278,657,1538,1345]
paragraph: Διαλύει έρήμην τών έναγομένων, δέχεται τήν άγωγήν τού ένάγοντος. [1278,311,1403,329]
paragraph: Καί τέλος είναι έκπλήσσουσα μάς έχωρίσας, άλλά καί άναφέρει ή Σκοτλανδική ήμέρα στρατιωτική, έξ όσων ό έθελοντικός στρατός. [850,384,1026,411]
classified-item: ΚΑΝΕΛΛΑΚΕ Ι. Σ. παθολόγος Ιατρός Νοσ. όδός Χαρ.Τρικούπη 24. Δέχεται 3-5. [60,905,293,914]
paragraph: Χρυσούς καί έν τεχνητού δετού, ανθρώπων τελειοτάτους χάριν είς τά ήλεκτρικά μηχανήματα δέν όσια μέ κόμιστα τή τού ά. ΜΠΟΣΙΛΑΚΗ, ΟΔΟΣ ΔΩΡΟΥ, 10 Πλατεία 'Ομονοίας, Αί σπουδαίαι ΔΩΡΕΑΝ. [138,658,306,694]
paragraph: 'Αρχικώς ό Χάλντεν άπέβλεπε, διά τής μεταρρυθμίσεως τής έθνοφρουράς είς σχηματισμόν στρατού έξ 900.000 άνδρών. Πρός τήν στρατιωτικήν όργάνωσιν συνεδύασε ύπογκαταλήν άσημη στρατιωτών είς τά σχολεία. Τήν ίδέαν τού όμως ούτην ήναγκάσθη νά έγκαταλείψη πρό τής τρομερής άντιστάσεως τής κοινής γνώμης. [566,263,834,299]
ad-pavlidou-confetti[interactable] [60,738,306,823]
ad-royal-pharmacy[interactable] [1042,631,1262,768]
ad-product-list-right [1155,534,1257,617]
ad-address: Εφαρμόζει καί τό «606» δι' τή Κλινική του. 'Οδός Κάνιγγος άρίθ. 21, [333,1067,539,1077]
serial-to-be-continued: ('Ακολουθεί) [793,1003,834,1013]
classified-item: Α'. ΤΣΕΛΙΟΣ. Παθολόγος Ιατρός. Ταχύ στή θεραπεία έλσόθιν πυρετών καί ήξ-ξεργάζοντας τού κοιλίας. Δέχεται 8—10 καί 3—5 μ. μ. όδός Κολοκοτρώνη 58 Α. [60,877,306,895]
ad-line-2: ΤΩΝ ΣΥΦΙΛΙΔΙΚΩΝ ΝΟΣΗΜΑΤΩΝ [382,991,490,1000]
ship-route: αναχωρήσει έκ Πειραιώς μέσω Καλαμών—ΠΑΤΡΩΝ κατ' ΕΥΘΕΙΑΝ ΔΙΑ ΝΕΑΝ ΥΟΡΚΗΝ [1294,1138,1522,1158]
legal-notice-head: ΠΕΡΙΛΗΨΙΣ [1379,116,1437,125]
signature-name: Κ. ΝΙΕΚΑΣ [417,652,455,661]
paragraph: Ότι ακριβής περίληψις. Έν Χαλκίδι τή 12 Νοεμβρίου 1914 [322,934,490,943]
paragraph: Έάν άναγνωσθώμεν νά άποστείλωμεν τών λαών μας όπως γέγη τό αίμά του ύπέρ τής χώρας μας πολλάς συγχρόνως νά θελήσουν, καθίσταται άδύνατον ή έγγύησις τών έθελοντών. [850,354,1026,381]
ad-slogan: 'Υποστηρίζοντας τά 'Ελληνικά άτμόπλοια ύποστηρίζετε τήν Πατρίδα σας [1289,1327,1527,1337]
ad-line-2: ΓΕΝΙΚΟΣ ΔΙΕΥΘΥΝΤΗΣ: ΛΕΩΝΙΔΑΣ ΕΜΠΕΙΡΙΚΟΣ [1287,717,1529,729]
ship-name: ΑΘΗΝΑΙ [1353,1020,1463,1047]
page-number: 6 [1525,60,1538,89]
paragraph: έκ τής έπ' άριθ. 821 Έτους 1914 έρήμην ά ποφάσεως τού Είρηνοδικείου Αίγιαλείας, δι' δοθείσης έπί τής άπό 24 Μαρτίου κ.ε. άγωγής τού έκ τού Αίγίου 'Υποκαταστήματος τής 'Εθνικής Τραπέζης τής Έλλάδος, κατά 1) Νικολάους χήρας Γ. Κουτσώρω ώς έπιτρόπου τών άνηλίκων τέκνων της 'Ιωάννου, Δημητρίου καί 'Ηλίου, έξ άπασών μερών τού καταστήματος. [1278,129,1403,220]
ad-body: νοσήματα, σύφιλις, βλεννόρροια, στενώσεις ούρήθρας, βουβώνες και.Δυνατώτης, σπερματόρροιας, δερματικά, θεραπεύονται σχολώ καί ταχέως ύπό τού ίδικού Ιατρού ώ. [1278,521,1538,537]
